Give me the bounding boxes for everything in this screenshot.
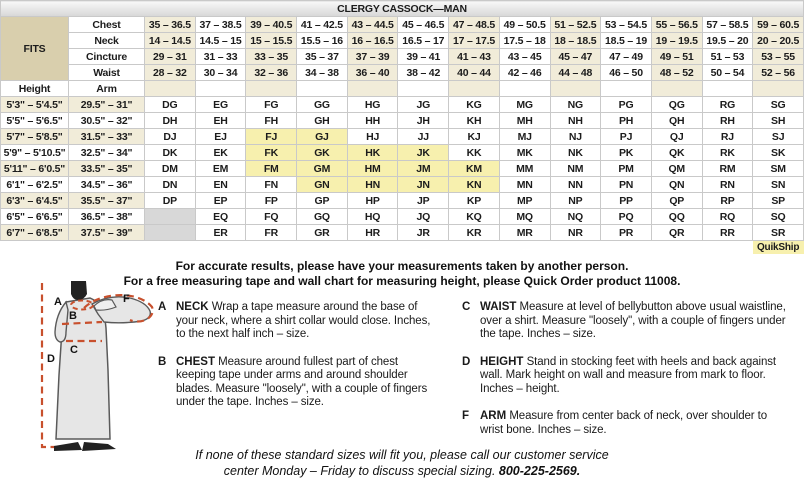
size-row bbox=[1, 97, 804, 113]
size-code-cell: NK bbox=[550, 145, 601, 161]
size-code-cell: PP bbox=[601, 193, 652, 209]
instruction-term: HEIGHT bbox=[480, 355, 524, 368]
measure-value-cell: 35 – 36.5 bbox=[145, 17, 196, 33]
size-code-cell: KP bbox=[449, 193, 500, 209]
instruction-item-height bbox=[462, 356, 790, 397]
instruction-term: WAIST bbox=[480, 301, 517, 313]
instruction-text: CHEST Measure around fullest part of chest keeping tape under arms and around shoulder blades. Measure "loosely", with a couple of fingers under the tape. Inches – size. bbox=[176, 355, 428, 408]
title-row bbox=[1, 1, 804, 17]
size-code-cell: RM bbox=[702, 161, 753, 177]
size-code-cell: KQ bbox=[449, 209, 500, 225]
size-code-cell: GM bbox=[297, 161, 348, 177]
empty-size-cell bbox=[145, 209, 196, 225]
measure-value-cell: 14.5 – 15 bbox=[195, 33, 246, 49]
size-code-cell: QJ bbox=[651, 129, 702, 145]
size-code-cell: MP bbox=[499, 193, 550, 209]
size-row bbox=[1, 209, 804, 225]
measure-value-cell: 47 – 49 bbox=[601, 49, 652, 65]
measure-value-cell: 52 – 56 bbox=[753, 65, 804, 81]
height-column-header: Height bbox=[1, 81, 69, 97]
instruction-letter: A bbox=[158, 301, 167, 313]
size-code-cell: NR bbox=[550, 225, 601, 241]
size-code-cell: KN bbox=[449, 177, 500, 193]
size-code-cell: EP bbox=[195, 193, 246, 209]
height-range-cell: 5'7" – 5'8.5" bbox=[1, 129, 69, 145]
size-code-cell: MJ bbox=[499, 129, 550, 145]
size-code-cell: RH bbox=[702, 113, 753, 129]
quikship-row bbox=[1, 241, 804, 255]
size-code-cell: PG bbox=[601, 97, 652, 113]
phone-number: 800-225-2569. bbox=[498, 464, 581, 478]
arm-column-header: Arm bbox=[69, 81, 145, 97]
size-code-cell: GP bbox=[297, 193, 348, 209]
instruction-letter: F bbox=[462, 410, 470, 422]
size-code-cell: JQ bbox=[398, 209, 449, 225]
measure-value-cell: 33 – 35 bbox=[246, 49, 297, 65]
size-code-cell: FR bbox=[246, 225, 297, 241]
measure-value-cell: 19 – 19.5 bbox=[651, 33, 702, 49]
arm-header-cell bbox=[702, 81, 753, 97]
size-code-cell: HK bbox=[347, 145, 398, 161]
size-code-cell: NJ bbox=[550, 129, 601, 145]
measure-value-cell: 45 – 47 bbox=[550, 49, 601, 65]
arm-header-cell bbox=[499, 81, 550, 97]
size-code-cell: HN bbox=[347, 177, 398, 193]
size-code-cell: PQ bbox=[601, 209, 652, 225]
arm-header-cell bbox=[651, 81, 702, 97]
size-code-cell: QK bbox=[651, 145, 702, 161]
measure-value-cell: 34 – 38 bbox=[297, 65, 348, 81]
size-code-cell: FM bbox=[246, 161, 297, 177]
notes-line-1: For accurate results, please have your measurements taken by another person. bbox=[175, 259, 629, 273]
size-code-cell: EK bbox=[195, 145, 246, 161]
measure-label: Chest bbox=[69, 17, 145, 33]
size-code-cell: RR bbox=[702, 225, 753, 241]
arm-header-cell bbox=[550, 81, 601, 97]
size-code-cell: EM bbox=[195, 161, 246, 177]
measure-row bbox=[1, 33, 804, 49]
measure-value-cell: 32 – 36 bbox=[246, 65, 297, 81]
height-range-cell: 5'9" – 5'10.5" bbox=[1, 145, 69, 161]
size-row bbox=[1, 193, 804, 209]
size-code-cell: SG bbox=[753, 97, 804, 113]
size-code-cell: FQ bbox=[246, 209, 297, 225]
instruction-text: HEIGHT Stand in stocking feet with heels and back against wall. Mark height on wall and measure from mark to floor. Inches – height. bbox=[480, 355, 777, 395]
size-code-cell: ER bbox=[195, 225, 246, 241]
size-code-cell: FH bbox=[246, 113, 297, 129]
size-code-cell: KG bbox=[449, 97, 500, 113]
quikship-badge: QuikShip bbox=[753, 241, 804, 255]
size-code-cell: SK bbox=[753, 145, 804, 161]
measure-value-cell: 15.5 – 16 bbox=[297, 33, 348, 49]
measure-value-cell: 17 – 17.5 bbox=[449, 33, 500, 49]
instruction-item-neck bbox=[158, 301, 436, 342]
size-code-cell: SQ bbox=[753, 209, 804, 225]
height-arm-header-row bbox=[1, 81, 804, 97]
measure-value-cell: 39 – 40.5 bbox=[246, 17, 297, 33]
measure-value-cell: 50 – 54 bbox=[702, 65, 753, 81]
size-code-cell: HP bbox=[347, 193, 398, 209]
size-code-cell: FJ bbox=[246, 129, 297, 145]
size-code-cell: SM bbox=[753, 161, 804, 177]
arm-header-cell bbox=[297, 81, 348, 97]
arm-header-cell bbox=[601, 81, 652, 97]
diagram-label-c: C bbox=[70, 344, 78, 356]
instruction-letter: C bbox=[462, 301, 471, 313]
instruction-letter: D bbox=[462, 355, 471, 368]
size-code-cell: HM bbox=[347, 161, 398, 177]
instructions bbox=[158, 301, 790, 451]
size-code-cell: RG bbox=[702, 97, 753, 113]
measure-value-cell: 43 – 45 bbox=[499, 49, 550, 65]
size-code-cell: FK bbox=[246, 145, 297, 161]
footer-line-1: If none of these standard sizes will fit you, please call our customer service bbox=[195, 448, 609, 462]
size-row bbox=[1, 177, 804, 193]
instructions-right-column bbox=[462, 301, 790, 451]
arm-header-cell bbox=[195, 81, 246, 97]
measure-value-cell: 16 – 16.5 bbox=[347, 33, 398, 49]
size-code-cell: SN bbox=[753, 177, 804, 193]
measure-value-cell: 46 – 50 bbox=[601, 65, 652, 81]
size-code-cell: DG bbox=[145, 97, 196, 113]
size-code-cell: MQ bbox=[499, 209, 550, 225]
size-code-cell: JN bbox=[398, 177, 449, 193]
fits-cell: FITS bbox=[1, 17, 69, 81]
size-code-cell: JK bbox=[398, 145, 449, 161]
size-code-cell: GR bbox=[297, 225, 348, 241]
measure-value-cell: 37 – 38.5 bbox=[195, 17, 246, 33]
size-code-cell: RQ bbox=[702, 209, 753, 225]
measure-value-cell: 31 – 33 bbox=[195, 49, 246, 65]
diagram-label-f: F bbox=[123, 293, 130, 305]
measure-label: Waist bbox=[69, 65, 145, 81]
height-range-cell: 5'11" – 6'0.5" bbox=[1, 161, 69, 177]
size-code-cell: NM bbox=[550, 161, 601, 177]
size-code-cell: SJ bbox=[753, 129, 804, 145]
size-code-cell: JM bbox=[398, 161, 449, 177]
measure-value-cell: 53 – 54.5 bbox=[601, 17, 652, 33]
measure-value-cell: 45 – 46.5 bbox=[398, 17, 449, 33]
measure-value-cell: 14 – 14.5 bbox=[145, 33, 196, 49]
instruction-text: WAIST Measure at level of bellybutton above usual waistline, over a shirt. Measure "loosely", with a couple of fingers under the tape. Inches – size. bbox=[480, 301, 786, 340]
size-code-cell: PM bbox=[601, 161, 652, 177]
arm-header-cell bbox=[347, 81, 398, 97]
notes-line-2: For a free measuring tape and wall chart for measuring height, please Quick Order product 11008. bbox=[123, 274, 681, 288]
size-code-cell: EG bbox=[195, 97, 246, 113]
size-code-cell: DN bbox=[145, 177, 196, 193]
instructions-left-column bbox=[158, 301, 436, 451]
measure-value-cell: 47 – 48.5 bbox=[449, 17, 500, 33]
size-code-cell: DH bbox=[145, 113, 196, 129]
size-row bbox=[1, 113, 804, 129]
arm-range-cell: 35.5" – 37" bbox=[69, 193, 145, 209]
measure-value-cell: 36 – 40 bbox=[347, 65, 398, 81]
measure-row bbox=[1, 65, 804, 81]
size-code-cell: MR bbox=[499, 225, 550, 241]
arm-header-cell bbox=[398, 81, 449, 97]
size-code-cell: QM bbox=[651, 161, 702, 177]
measure-value-cell: 49 – 50.5 bbox=[499, 17, 550, 33]
size-code-cell: JR bbox=[398, 225, 449, 241]
measure-value-cell: 29 – 31 bbox=[145, 49, 196, 65]
measure-value-cell: 55 – 56.5 bbox=[651, 17, 702, 33]
size-code-cell: GJ bbox=[297, 129, 348, 145]
arm-header-cell bbox=[449, 81, 500, 97]
arm-header-cell bbox=[246, 81, 297, 97]
size-code-cell: HH bbox=[347, 113, 398, 129]
size-code-cell: NN bbox=[550, 177, 601, 193]
height-range-cell: 5'3" – 5'4.5" bbox=[1, 97, 69, 113]
size-code-cell: DJ bbox=[145, 129, 196, 145]
instruction-term: ARM bbox=[480, 410, 507, 422]
measure-value-cell: 30 – 34 bbox=[195, 65, 246, 81]
size-code-cell: EJ bbox=[195, 129, 246, 145]
instruction-item-arm bbox=[462, 410, 790, 437]
size-code-cell: DM bbox=[145, 161, 196, 177]
size-code-cell: EN bbox=[195, 177, 246, 193]
size-code-cell: RK bbox=[702, 145, 753, 161]
measure-label: Neck bbox=[69, 33, 145, 49]
measure-row bbox=[1, 17, 804, 33]
size-code-cell: PJ bbox=[601, 129, 652, 145]
size-code-cell: QQ bbox=[651, 209, 702, 225]
size-code-cell: NQ bbox=[550, 209, 601, 225]
arm-range-cell: 29.5" – 31" bbox=[69, 97, 145, 113]
size-code-cell: EQ bbox=[195, 209, 246, 225]
figure-head bbox=[71, 281, 87, 300]
arm-range-cell: 36.5" – 38" bbox=[69, 209, 145, 225]
arm-range-cell: 34.5" – 36" bbox=[69, 177, 145, 193]
size-code-cell: SR bbox=[753, 225, 804, 241]
measure-value-cell: 44 – 48 bbox=[550, 65, 601, 81]
measure-value-cell: 51 – 53 bbox=[702, 49, 753, 65]
arm-range-cell: 33.5" – 35" bbox=[69, 161, 145, 177]
arm-range-cell: 31.5" – 33" bbox=[69, 129, 145, 145]
size-code-cell: DK bbox=[145, 145, 196, 161]
chart-title: CLERGY CASSOCK—MAN bbox=[1, 1, 804, 17]
instruction-term: CHEST bbox=[176, 355, 215, 368]
size-code-cell: PH bbox=[601, 113, 652, 129]
measure-value-cell: 35 – 37 bbox=[297, 49, 348, 65]
arm-range-cell: 30.5" – 32" bbox=[69, 113, 145, 129]
measure-value-cell: 17.5 – 18 bbox=[499, 33, 550, 49]
size-code-cell: QN bbox=[651, 177, 702, 193]
measure-value-cell: 18.5 – 19 bbox=[601, 33, 652, 49]
size-code-cell: GH bbox=[297, 113, 348, 129]
diagram-label-b: B bbox=[69, 310, 77, 322]
size-code-cell: GG bbox=[297, 97, 348, 113]
arm-header-cell bbox=[145, 81, 196, 97]
size-code-cell: NH bbox=[550, 113, 601, 129]
size-code-cell: KH bbox=[449, 113, 500, 129]
measure-value-cell: 18 – 18.5 bbox=[550, 33, 601, 49]
measure-label: Cincture bbox=[69, 49, 145, 65]
size-code-cell: FP bbox=[246, 193, 297, 209]
height-range-cell: 6'3" – 6'4.5" bbox=[1, 193, 69, 209]
size-row bbox=[1, 161, 804, 177]
measure-value-cell: 49 – 51 bbox=[651, 49, 702, 65]
size-code-cell: RN bbox=[702, 177, 753, 193]
size-row bbox=[1, 129, 804, 145]
size-code-cell: HG bbox=[347, 97, 398, 113]
instruction-item-waist bbox=[462, 301, 790, 342]
size-code-cell: FG bbox=[246, 97, 297, 113]
size-code-cell: GK bbox=[297, 145, 348, 161]
size-code-cell: MN bbox=[499, 177, 550, 193]
measure-value-cell: 59 – 60.5 bbox=[753, 17, 804, 33]
measure-value-cell: 38 – 42 bbox=[398, 65, 449, 81]
cassock-left-sleeve bbox=[55, 302, 68, 342]
size-code-cell: HJ bbox=[347, 129, 398, 145]
measure-value-cell: 41 – 42.5 bbox=[297, 17, 348, 33]
height-range-cell: 6'7" – 6'8.5" bbox=[1, 225, 69, 241]
size-code-cell: NP bbox=[550, 193, 601, 209]
measure-value-cell: 40 – 44 bbox=[449, 65, 500, 81]
size-code-cell: MM bbox=[499, 161, 550, 177]
size-code-cell: GQ bbox=[297, 209, 348, 225]
footer-line-2: center Monday – Friday to discuss special sizing. 800-225-2569. bbox=[223, 464, 581, 478]
size-code-cell: HQ bbox=[347, 209, 398, 225]
measure-value-cell: 48 – 52 bbox=[651, 65, 702, 81]
empty-size-cell bbox=[145, 225, 196, 241]
measure-value-cell: 15 – 15.5 bbox=[246, 33, 297, 49]
size-code-cell: KJ bbox=[449, 129, 500, 145]
size-code-cell: RJ bbox=[702, 129, 753, 145]
height-range-cell: 6'1" – 6'2.5" bbox=[1, 177, 69, 193]
size-code-cell: QR bbox=[651, 225, 702, 241]
measure-value-cell: 28 – 32 bbox=[145, 65, 196, 81]
size-code-cell: HR bbox=[347, 225, 398, 241]
measure-value-cell: 51 – 52.5 bbox=[550, 17, 601, 33]
height-range-cell: 5'5" – 5'6.5" bbox=[1, 113, 69, 129]
size-code-cell: JJ bbox=[398, 129, 449, 145]
quikship-row-spacer bbox=[1, 241, 753, 255]
size-code-cell: KR bbox=[449, 225, 500, 241]
size-code-cell: SH bbox=[753, 113, 804, 129]
height-range-cell: 6'5" – 6'6.5" bbox=[1, 209, 69, 225]
instruction-letter: B bbox=[158, 355, 167, 368]
size-code-cell: QG bbox=[651, 97, 702, 113]
instruction-term: NECK bbox=[176, 301, 209, 313]
measure-value-cell: 43 – 44.5 bbox=[347, 17, 398, 33]
measure-value-cell: 57 – 58.5 bbox=[702, 17, 753, 33]
measure-value-cell: 16.5 – 17 bbox=[398, 33, 449, 49]
size-code-cell: QP bbox=[651, 193, 702, 209]
arm-header-cell bbox=[753, 81, 804, 97]
size-code-cell: PR bbox=[601, 225, 652, 241]
instruction-text: ARM Measure from center back of neck, over shoulder to wrist bone. Inches – size. bbox=[480, 410, 768, 436]
size-code-cell: DP bbox=[145, 193, 196, 209]
size-code-cell: MG bbox=[499, 97, 550, 113]
measure-value-cell: 20 – 20.5 bbox=[753, 33, 804, 49]
size-code-cell: KK bbox=[449, 145, 500, 161]
size-code-cell: SP bbox=[753, 193, 804, 209]
size-code-cell: NG bbox=[550, 97, 601, 113]
size-row bbox=[1, 145, 804, 161]
instruction-text: NECK Wrap a tape measure around the base of your neck, where a shirt collar would close. Inches, to the next half inch – size. bbox=[176, 301, 431, 340]
diagram-label-a: A bbox=[54, 296, 62, 308]
instruction-item-chest bbox=[158, 356, 436, 410]
arm-range-cell: 32.5" – 34" bbox=[69, 145, 145, 161]
measure-value-cell: 53 – 55 bbox=[753, 49, 804, 65]
measure-value-cell: 19.5 – 20 bbox=[702, 33, 753, 49]
size-code-cell: PK bbox=[601, 145, 652, 161]
size-code-cell: KM bbox=[449, 161, 500, 177]
size-code-cell: FN bbox=[246, 177, 297, 193]
size-code-cell: EH bbox=[195, 113, 246, 129]
diagram-label-d: D bbox=[47, 353, 55, 365]
size-code-cell: QH bbox=[651, 113, 702, 129]
measure-row bbox=[1, 49, 804, 65]
size-code-cell: JH bbox=[398, 113, 449, 129]
size-code-cell: PN bbox=[601, 177, 652, 193]
measure-value-cell: 42 – 46 bbox=[499, 65, 550, 81]
arm-range-cell: 37.5" – 39" bbox=[69, 225, 145, 241]
size-code-cell: GN bbox=[297, 177, 348, 193]
size-code-cell: MH bbox=[499, 113, 550, 129]
special-sizing-note bbox=[0, 447, 804, 479]
size-code-cell: RP bbox=[702, 193, 753, 209]
measure-value-cell: 37 – 39 bbox=[347, 49, 398, 65]
size-code-cell: JP bbox=[398, 193, 449, 209]
size-row bbox=[1, 225, 804, 241]
size-code-cell: JG bbox=[398, 97, 449, 113]
size-code-cell: MK bbox=[499, 145, 550, 161]
measure-value-cell: 41 – 43 bbox=[449, 49, 500, 65]
measure-value-cell: 39 – 41 bbox=[398, 49, 449, 65]
